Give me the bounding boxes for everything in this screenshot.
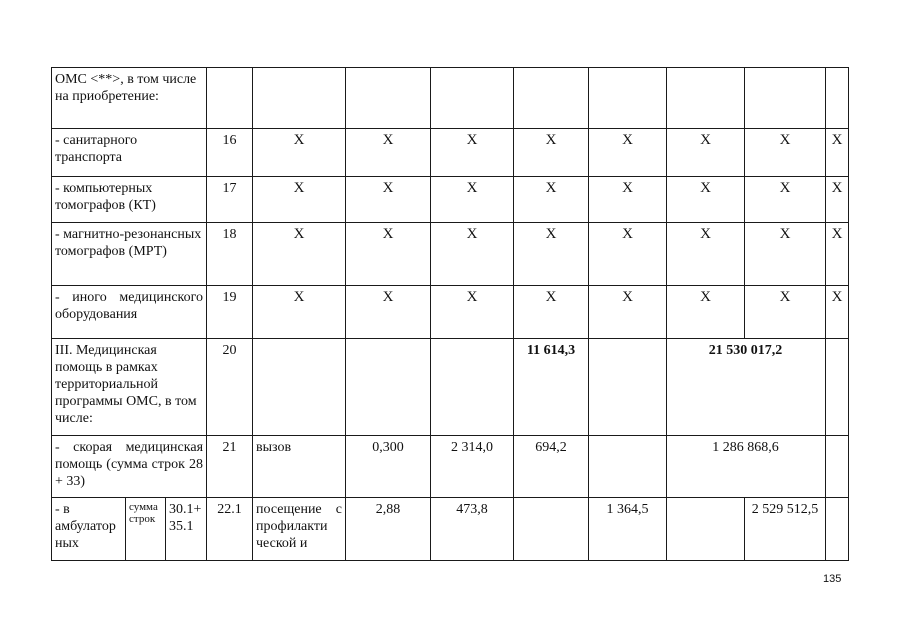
cell: X (514, 286, 589, 339)
row-number: 18 (207, 223, 253, 286)
table-row (52, 223, 849, 286)
cell-unit (253, 68, 346, 129)
cell: X (346, 129, 431, 177)
cell (826, 498, 849, 561)
cell (431, 339, 514, 436)
row-number: 19 (207, 286, 253, 339)
sum-value: 30.1+ 35.1 (166, 498, 207, 561)
table-row (52, 498, 849, 561)
table-row (52, 129, 849, 177)
cell (667, 498, 745, 561)
cell (346, 339, 431, 436)
cell: 473,8 (431, 498, 514, 561)
cell (826, 436, 849, 498)
cell: X (745, 177, 826, 223)
row-name: ОМС <**>, в том числе на приобретение: (52, 68, 207, 129)
sum-label: сумма строк (126, 498, 166, 561)
cell: X (745, 223, 826, 286)
table-row (52, 68, 849, 129)
cell (589, 339, 667, 436)
row-name: - компьютерных томографов (КТ) (52, 177, 207, 223)
cell: X (745, 286, 826, 339)
cell: X (589, 223, 667, 286)
cell: X (589, 177, 667, 223)
cell: X (514, 129, 589, 177)
cell (514, 498, 589, 561)
cell-unit: X (253, 177, 346, 223)
cell (826, 68, 849, 129)
cell: X (667, 223, 745, 286)
row-number: 21 (207, 436, 253, 498)
table-row (52, 177, 849, 223)
row-number: 20 (207, 339, 253, 436)
cell: X (346, 177, 431, 223)
cell-unit: X (253, 286, 346, 339)
cell: X (431, 223, 514, 286)
cell-unit: X (253, 223, 346, 286)
cell: X (826, 177, 849, 223)
cell: 0,300 (346, 436, 431, 498)
cell-unit (253, 339, 346, 436)
cell: X (667, 286, 745, 339)
row-number (207, 68, 253, 129)
row-name: - в амбулатор ных (52, 498, 126, 561)
cell: X (514, 223, 589, 286)
row-number: 16 (207, 129, 253, 177)
row-name: III. Медицинская помощь в рамках территориальной программы ОМС, в том числе: (52, 339, 207, 436)
cell (514, 68, 589, 129)
cell: 1 286 868,6 (667, 436, 826, 498)
row-name: - скорая медицинская помощь (сумма строк 28 + 33) (52, 436, 207, 498)
cell: X (346, 286, 431, 339)
table-row (52, 436, 849, 498)
cell: X (826, 286, 849, 339)
cell-unit: посещение с профилакти ческой и (253, 498, 346, 561)
cell: X (667, 129, 745, 177)
cell: X (514, 177, 589, 223)
cell: 2 314,0 (431, 436, 514, 498)
cell: 11 614,3 (514, 339, 589, 436)
cell (431, 68, 514, 129)
cell (589, 436, 667, 498)
cell (826, 339, 849, 436)
cell: 2 529 512,5 (745, 498, 826, 561)
cell: X (826, 129, 849, 177)
row-number: 22.1 (207, 498, 253, 561)
cell (346, 68, 431, 129)
table-row (52, 286, 849, 339)
cell: X (431, 177, 514, 223)
cell: 2,88 (346, 498, 431, 561)
row-name: - иного медицинского оборудования (52, 286, 207, 339)
row-name: - санитарного транспорта (52, 129, 207, 177)
cell: X (431, 129, 514, 177)
cell: 694,2 (514, 436, 589, 498)
cell: 1 364,5 (589, 498, 667, 561)
cell (667, 68, 745, 129)
cell (589, 68, 667, 129)
row-name: - магнитно-резонансных томографов (МРТ) (52, 223, 207, 286)
cell (745, 68, 826, 129)
cell: 21 530 017,2 (667, 339, 826, 436)
row-number: 17 (207, 177, 253, 223)
cell-unit: вызов (253, 436, 346, 498)
cell-unit: X (253, 129, 346, 177)
cell: X (667, 177, 745, 223)
cell: X (589, 129, 667, 177)
cell: X (431, 286, 514, 339)
cell: X (589, 286, 667, 339)
table-row (52, 339, 849, 436)
cell: X (826, 223, 849, 286)
page-number: 135 (823, 573, 842, 585)
cell: X (346, 223, 431, 286)
data-table (51, 67, 849, 561)
cell: X (745, 129, 826, 177)
